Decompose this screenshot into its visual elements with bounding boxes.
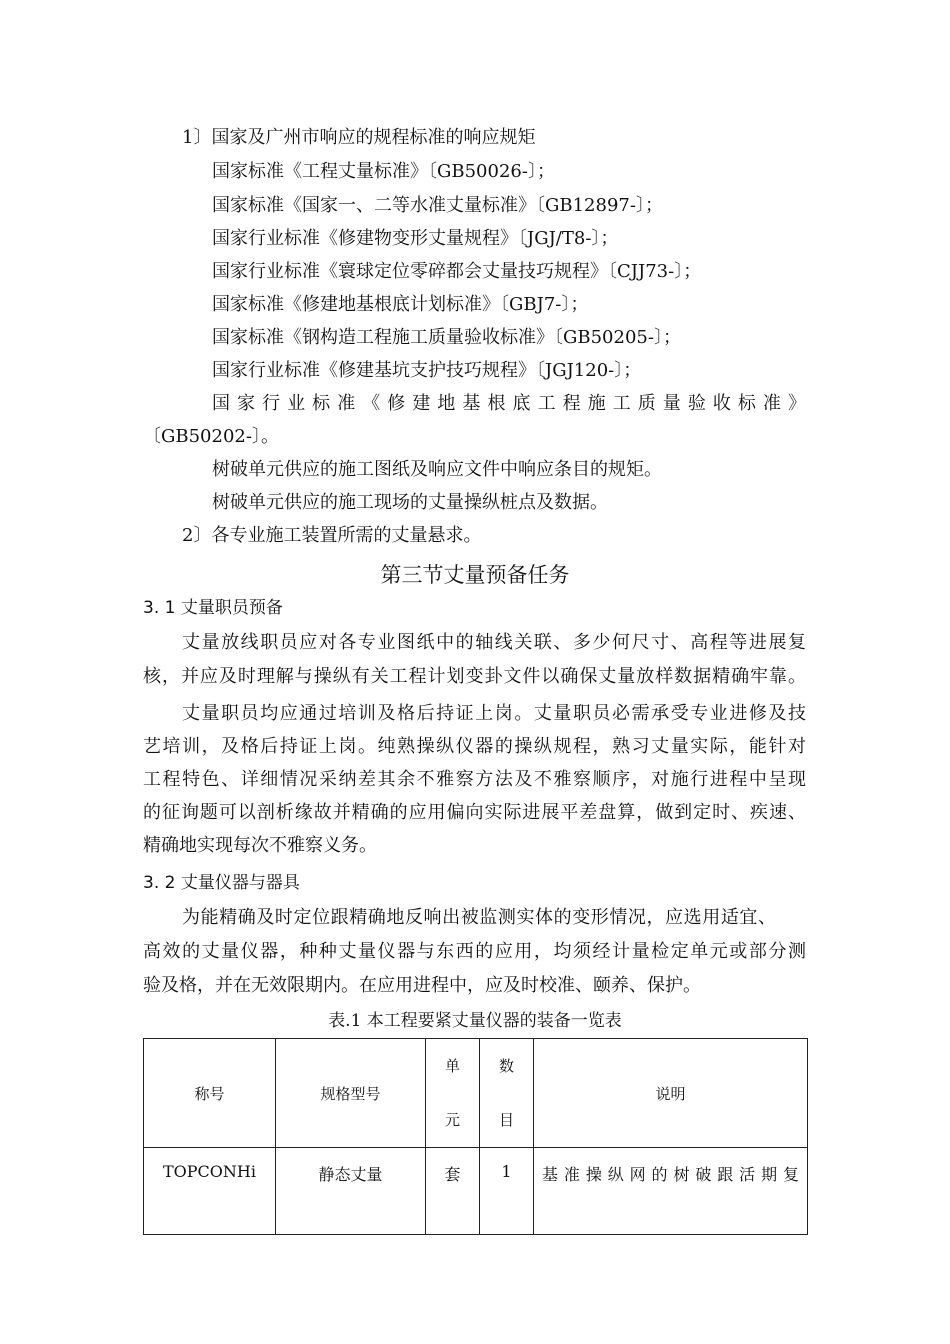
cell-qty: 1 <box>480 1148 534 1235</box>
table-header-row <box>144 1039 808 1148</box>
cell-model: 静态丈量 <box>276 1148 426 1235</box>
standards-heading: 1〕国家及广州市响应的规程标准的响应规矩 <box>182 127 536 148</box>
paragraph-line: 的征询题可以剖析缘故并精确的应用偏向实际进展平差盘算，做到定时、疾速、 <box>143 802 806 823</box>
header-name: 称号 <box>144 1039 276 1148</box>
cell-name: TOPCONHi <box>144 1148 276 1235</box>
standard-item: 国家行业标准《修建基坑支护技巧规程》〔JGJ120-〕； <box>212 360 642 381</box>
paragraph-line: 高效的丈量仪器，种种丈量仪器与东西的应用，均须经计量检定单元或部分测 <box>143 941 806 962</box>
standard-item-long-cont: 〔GB50202-〕。 <box>143 426 279 447</box>
standards-item2: 2〕各专业施工装置所需的丈量悬求。 <box>182 525 482 546</box>
cell-unit: 套 <box>426 1148 480 1235</box>
section-title: 第三节丈量预备任务 <box>380 563 570 587</box>
standard-item: 国家标准《国家一、二等水准丈量标准》〔GB12897-〕； <box>212 195 663 216</box>
subsection-heading: 3. 2 丈量仪器与器具 <box>143 873 300 893</box>
header-unit-bottom: 元 <box>444 1111 460 1129</box>
standard-extra: 树破单元供应的施工现场的丈量操纵桩点及数据。 <box>212 492 608 513</box>
header-qty-top: 数 <box>498 1057 514 1075</box>
header-unit <box>426 1039 480 1148</box>
standard-item: 国家行业标准《寰球定位零碎都会丈量技巧规程》〔CJJ73-〕； <box>212 261 702 282</box>
standard-item: 国家行业标准《修建物变形丈量规程》〔JGJ/T8-〕； <box>212 228 619 249</box>
standard-item-long: 国家行业标准《修建地基根底工程施工质量验收标准》 <box>212 393 806 414</box>
standard-item: 国家标准《修建地基根底计划标准》〔GBJ7-〕； <box>212 294 589 315</box>
cell-desc <box>534 1148 808 1235</box>
paragraph-line: 工程特色、详细情况采纳差其余不雅察方法及不雅察顺序，对施行进程中呈现 <box>143 769 806 790</box>
header-qty <box>480 1039 534 1148</box>
standard-extra: 树破单元供应的施工图纸及响应文件中响应条目的规矩。 <box>212 459 662 480</box>
paragraph-line: 精确地实现每次不雅察义务。 <box>143 835 377 856</box>
paragraph-line: 核，并应及时理解与操纵有关工程计划变卦文件以确保丈量放样数据精确牢靠。 <box>143 666 806 687</box>
paragraph-line: 为能精确及时定位跟精确地反响出被监测实体的变形情况，应选用适宜、 <box>182 907 776 928</box>
standard-item: 国家标准《工程丈量标准》〔GB50026-〕； <box>212 161 555 182</box>
header-desc: 说明 <box>534 1039 808 1148</box>
equipment-table <box>143 1038 808 1235</box>
header-qty-bottom: 目 <box>498 1111 514 1129</box>
cell-desc-text: 基准操纵网的树破跟活期复 <box>542 1165 799 1184</box>
header-model: 规格型号 <box>276 1039 426 1148</box>
standard-item: 国家标准《钢构造工程施工质量验收标准》〔GB50205-〕； <box>212 327 681 348</box>
paragraph-line: 验及格，并在无效限期内。在应用进程中，应及时校准、颐养、保护。 <box>143 975 701 996</box>
table-row <box>144 1148 808 1235</box>
table-caption: 表.1 本工程要紧丈量仪器的装备一览表 <box>328 1011 622 1031</box>
subsection-heading: 3. 1 丈量职员预备 <box>143 598 283 618</box>
header-unit-top: 单 <box>444 1057 460 1075</box>
paragraph-line: 丈量职员均应通过培训及格后持证上岗。丈量职员必需承受专业进修及技 <box>182 703 806 724</box>
paragraph-line: 丈量放线职员应对各专业图纸中的轴线关联、多少何尺寸、高程等进展复 <box>182 632 806 653</box>
paragraph-line: 艺培训，及格后持证上岗。纯熟操纵仪器的操纵规程，熟习丈量实际，能针对 <box>143 736 806 757</box>
